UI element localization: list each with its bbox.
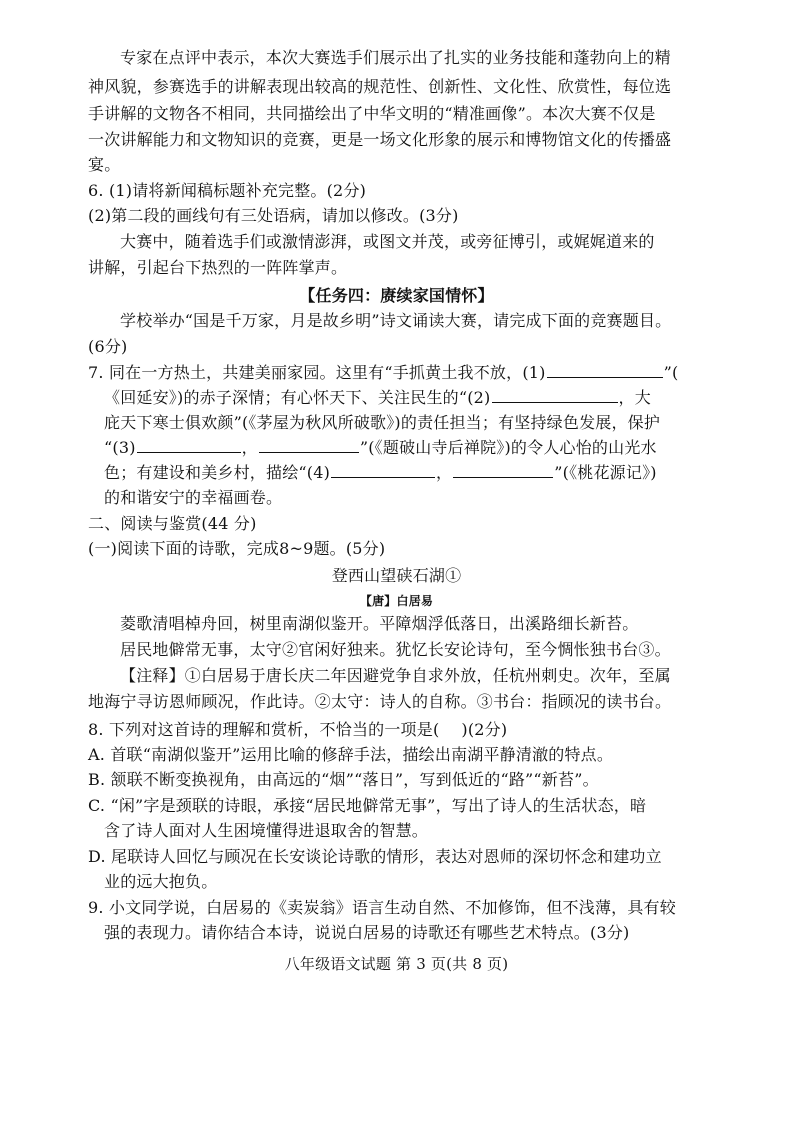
q7-text: 《回延安》)的赤子深情；有心怀天下、关注民生的“(2) [104,388,491,407]
answer-blank-4a[interactable] [331,461,435,478]
q8-option-d: D. 尾联诗人回忆与顾况在长安谈论诗歌的情形，表达对恩师的深切怀念和建功立 [88,847,662,866]
page-footer: 八年级语文试题 第 3 页(共 8 页) [284,955,509,973]
q9-line: 强的表现力。请你结合本诗，说说白居易的诗歌还有哪些艺术特点。(3分) [104,923,630,942]
q7-text: 色；有建设和美乡村，描绘“(4) [104,463,331,482]
answer-blank-3b[interactable] [259,436,359,453]
poem-note-line: 【注释】①白居易于唐长庆二年因避党争自求外放，任杭州刺史。次年，至属 [120,666,671,685]
task4-intro-line: 学校举办“国是千万家，月是故乡明”诗文诵读大赛，请完成下面的竞赛题目。 [120,311,672,330]
passage-line: 宴。 [88,155,121,174]
answer-blank-4b[interactable] [453,461,553,478]
q8-option-c-cont: 含了诗人面对人生困境懂得进退取舍的智慧。 [104,821,429,840]
q9-line: 9. 小文同学说，白居易的《卖炭翁》语言生动自然、不加修饰，但不浅薄，具有较 [88,898,676,917]
section2-heading: 二、阅读与鉴赏(44 分) [88,514,257,533]
q7-text: ”( [663,363,679,382]
answer-blank-3a[interactable] [137,436,241,453]
poem-note-line: 地海宁寻访恩师顾况，作此诗。②太守：诗人的自称。③书台：指顾况的读书台。 [88,692,672,711]
q7-text: “(3) [104,438,136,457]
q8-stem-text: )(2分) [461,720,508,739]
q8-option-b: B. 颔联不断变换视角，由高远的“烟”“落日”，写到低近的“路”“新苔”。 [88,770,599,789]
poem-line: 居民地僻常无事，太守②官闲好独来。犹忆长安论诗句，至今惆怅独书台③。 [120,640,671,659]
passage-line: 专家在点评中表示，本次大赛选手们展示出了扎实的业务技能和蓬勃向上的精 [120,48,671,67]
q8-option-d-cont: 业的远大抱负。 [104,872,218,891]
section2-subheading: (一)阅读下面的诗歌，完成8~9题。(5分) [88,539,386,558]
poem-line: 菱歌清唱棹舟回，树里南湖似鉴开。平障烟浮低落日，出溪路细长新苔。 [120,614,639,633]
answer-blank-1[interactable] [547,361,663,378]
q7-text: ， [436,463,453,482]
q7-line-4 [0,436,793,460]
q7-text: ”(《题破山寺后禅院》)的令人心怡的山光水 [359,438,657,457]
q6-sentence-line: 讲解，引起台下热烈的一阵阵掌声。 [88,258,348,277]
q7-text: 7. 同在一方热土，共建美丽家园。这里有“手抓黄土我不放，(1) [88,363,546,382]
poem-author: 【唐】白居易 [359,594,434,608]
poem-title: 登西山望硖石湖① [331,566,462,585]
q8-option-a: A. 首联“南湖似鉴开”运用比喻的修辞手法，描绘出南湖平静清澈的特点。 [88,745,614,764]
q7-line-3: 庇天下寒士俱欢颜”(《茅屋为秋风所破歌》)的责任担当；有坚持绿色发展，保护 [104,413,661,432]
q8-stem [0,718,793,742]
passage-line: 神风貌，参赛选手的讲解表现出较高的规范性、创新性、文化性、欣赏性，每位选 [88,77,672,96]
passage-line: 手讲解的文物各不相同，共同描绘出了中华文明的“精准画像”。本次大赛不仅是 [88,104,656,123]
passage-line: 一次讲解能力和文物知识的竞赛，更是一场文化形象的展示和博物馆文化的传播盛 [88,130,672,149]
q8-option-c: C. “闲”字是颈联的诗眼，承接“居民地僻常无事”，写出了诗人的生活状态，暗 [88,796,647,815]
q7-line-2 [0,386,793,410]
q7-text: ，大 [618,388,651,407]
q7-text: ”(《桃花源记》) [554,463,657,482]
task4-intro-line: (6分) [88,337,128,356]
q6-part2: (2)第二段的画线句有三处语病，请加以修改。(3分) [88,206,459,225]
q7-line-6: 的和谐安宁的幸福画卷。 [104,488,283,507]
answer-blank-2[interactable] [492,386,618,403]
q6-sentence-line: 大赛中，随着选手们或激情澎湃，或图文并茂，或旁征博引，或娓娓道来的 [120,232,655,251]
q7-line-1 [0,361,793,385]
q8-stem-text: 8. 下列对这首诗的理解和赏析，不恰当的一项是( [88,720,440,739]
q7-text: ， [241,438,258,457]
q6-part1: 6. (1)请将新闻稿标题补充完整。(2分) [88,181,367,200]
q7-line-5 [0,461,793,485]
task4-heading: 【任务四：赓续家国情怀】 [299,286,494,305]
